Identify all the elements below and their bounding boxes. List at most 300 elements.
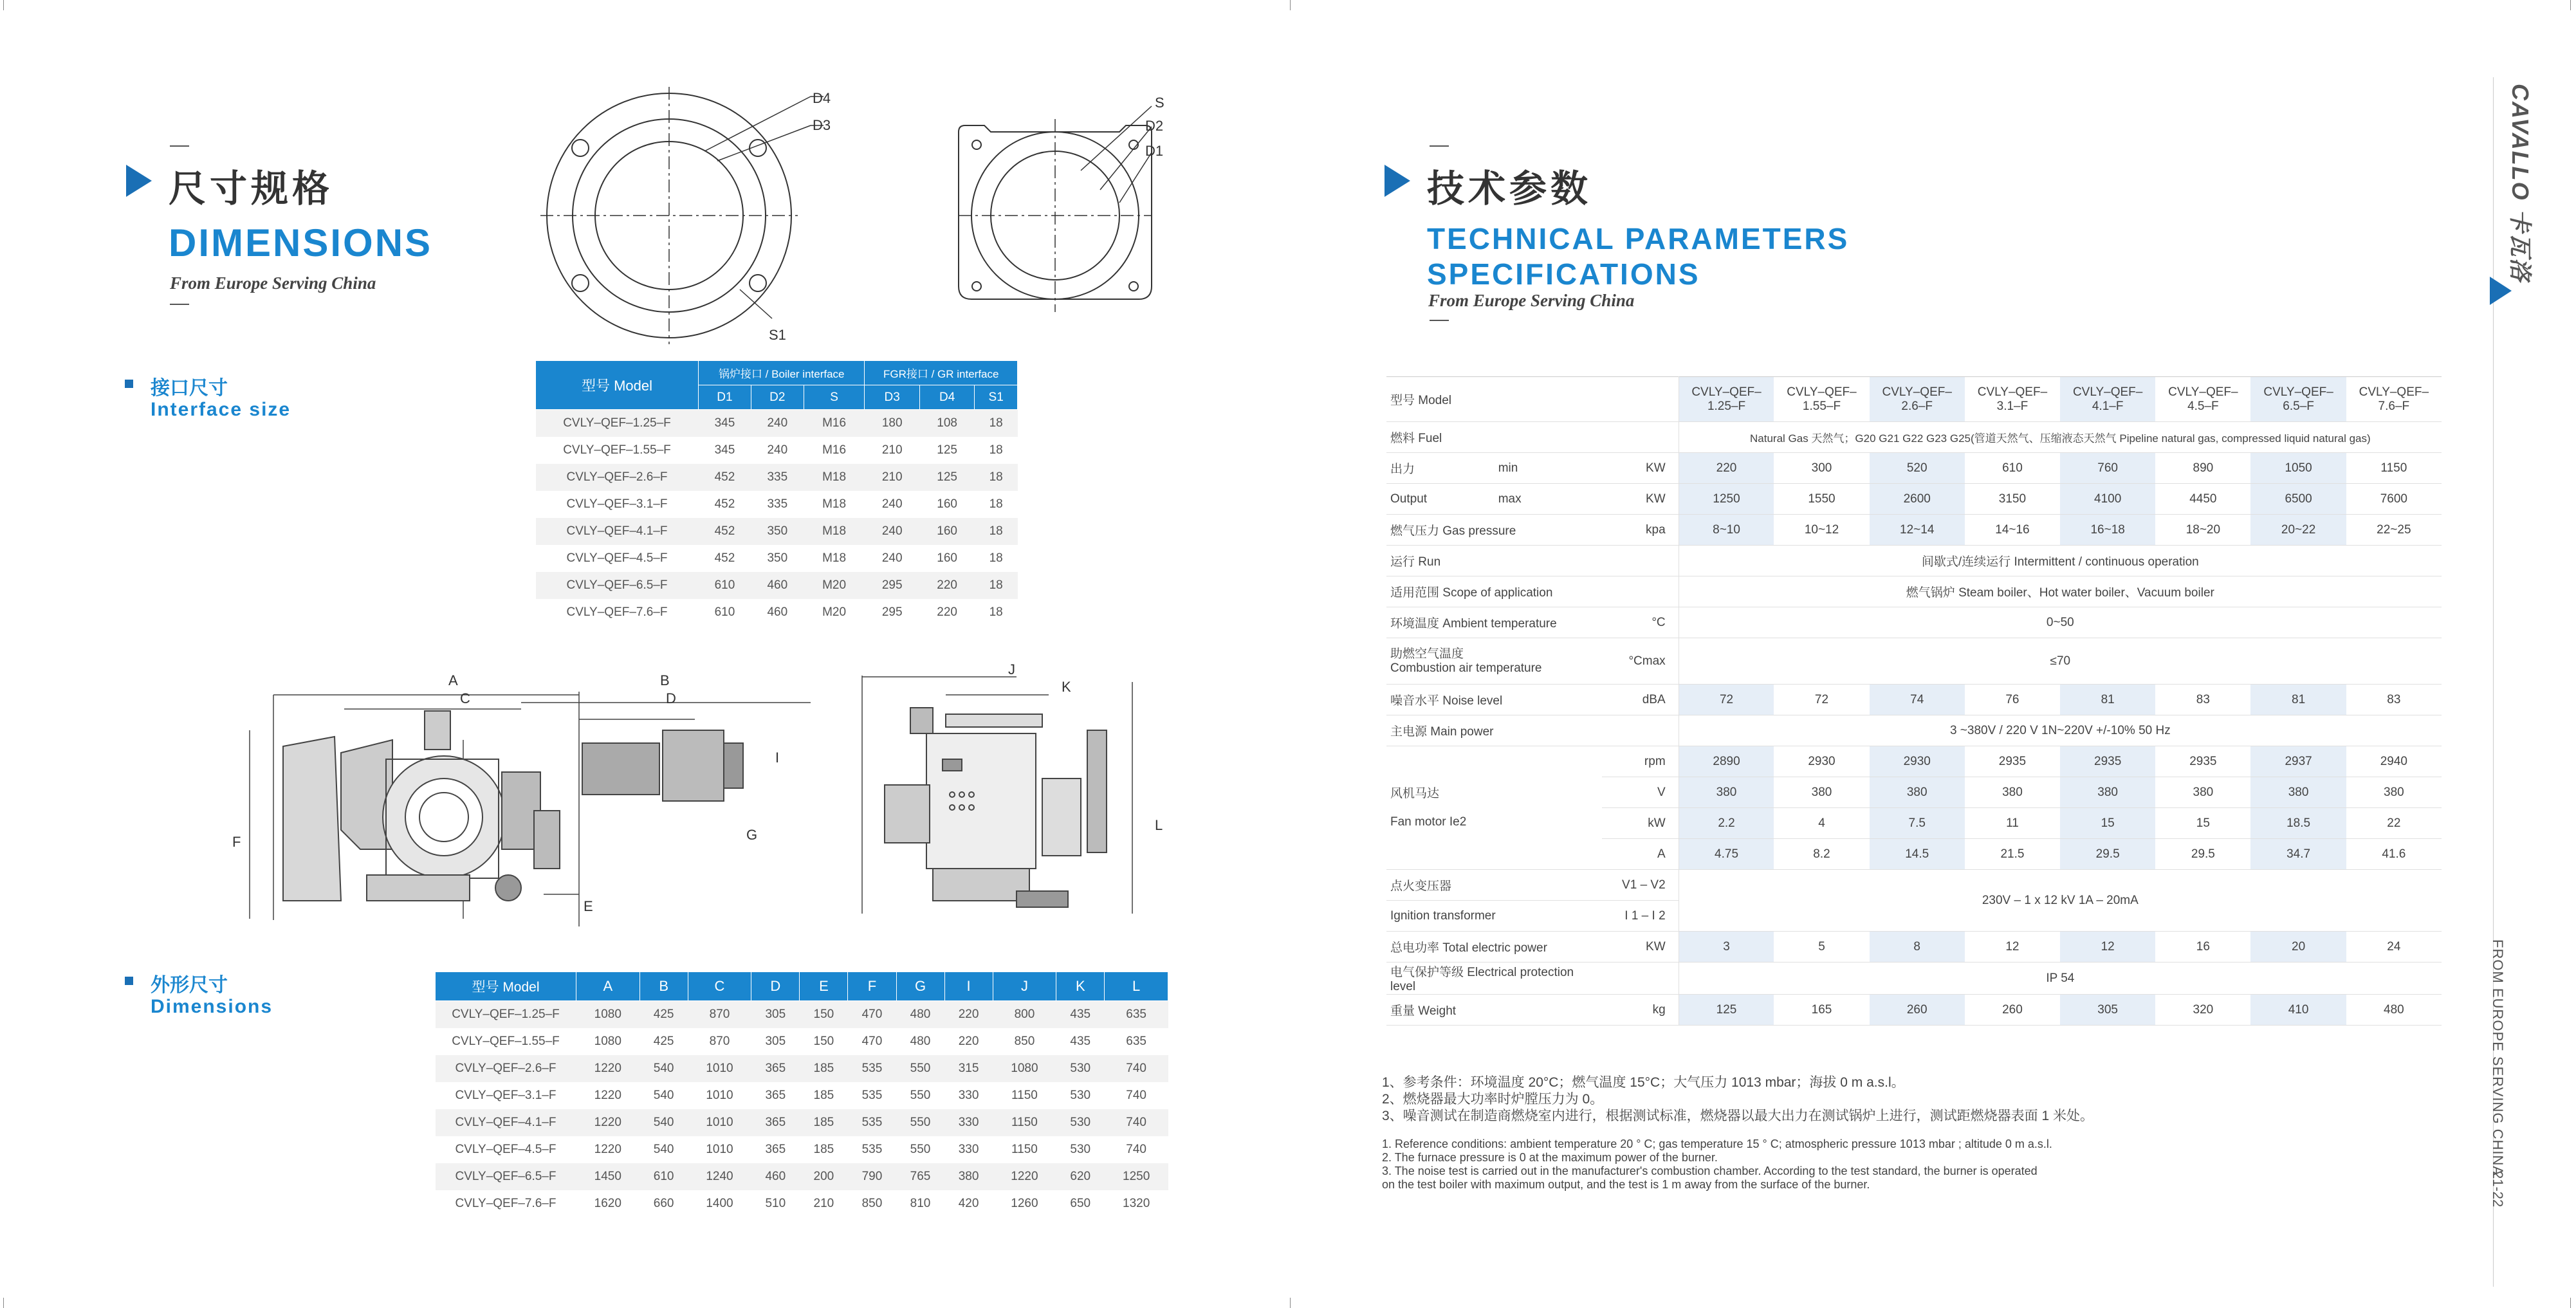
value-cell: 1080 bbox=[576, 1028, 640, 1055]
value-cell: 185 bbox=[800, 1055, 848, 1082]
value-cell: 425 bbox=[639, 1001, 688, 1028]
value-cell: Natural Gas 天然气；G20 G21 G22 G23 G25(管道天然气、压缩液态天然气 Pipeline natural gas, compressed liquid natural gas) bbox=[1679, 422, 2442, 453]
value-cell: 452 bbox=[699, 464, 751, 491]
table-row bbox=[1386, 422, 2442, 453]
value-cell: 1080 bbox=[576, 1001, 640, 1028]
value-cell: 185 bbox=[800, 1082, 848, 1109]
table-row bbox=[436, 1163, 1168, 1190]
table-row bbox=[436, 1109, 1168, 1136]
value-cell: 220 bbox=[919, 572, 974, 599]
value-cell: 83 bbox=[2155, 685, 2250, 715]
title-dash bbox=[170, 145, 189, 147]
dim-label-e: E bbox=[584, 898, 593, 914]
note-cn-2: 2、燃烧器最大功率时炉膛压力为 0。 bbox=[1382, 1092, 1604, 1107]
value-cell: 210 bbox=[865, 464, 919, 491]
value-cell: 1010 bbox=[688, 1055, 751, 1082]
table-row bbox=[1386, 638, 2442, 685]
crop-mark bbox=[2570, 1298, 2571, 1308]
value-cell: 3 bbox=[1679, 932, 1774, 963]
param-sublabel: min bbox=[1495, 453, 1602, 484]
table-row bbox=[436, 1082, 1168, 1109]
value-cell: 850 bbox=[848, 1190, 896, 1217]
notes-cn bbox=[1382, 1074, 2411, 1125]
param-label: 电气保护等级 Electrical protection level bbox=[1386, 963, 1602, 995]
model-header: 型号 Model bbox=[536, 361, 699, 410]
table-row bbox=[536, 464, 1018, 491]
value-cell: 1010 bbox=[688, 1109, 751, 1136]
param-label: Output bbox=[1386, 484, 1495, 515]
unit-cell: kW bbox=[1602, 808, 1679, 839]
value-cell: 1150 bbox=[993, 1136, 1056, 1163]
value-cell: 1220 bbox=[993, 1163, 1056, 1190]
model-cell: CVLY–QEF–4.1–F bbox=[436, 1109, 576, 1136]
table-row bbox=[1386, 995, 2442, 1026]
dim-label-d: D bbox=[666, 690, 676, 706]
value-cell: 240 bbox=[865, 491, 919, 518]
dim-label-l: L bbox=[1155, 817, 1163, 833]
value-cell: 220 bbox=[944, 1028, 993, 1055]
value-cell: 1220 bbox=[576, 1136, 640, 1163]
value-cell: 460 bbox=[751, 599, 804, 626]
dim-label-g: G bbox=[746, 827, 758, 843]
gr-interface-header: FGR接口 / GR interface bbox=[865, 361, 1018, 385]
model-header: CVLY–QEF– 3.1–F bbox=[1965, 377, 2060, 422]
value-cell: 550 bbox=[896, 1109, 944, 1136]
table-row bbox=[436, 1136, 1168, 1163]
param-label: 运行 Run bbox=[1386, 546, 1602, 576]
title-dash bbox=[1430, 145, 1449, 147]
notes-en bbox=[1382, 1138, 2411, 1192]
title-arrow-icon bbox=[126, 165, 152, 197]
value-cell: 18~20 bbox=[2155, 515, 2250, 546]
value-cell: 1220 bbox=[576, 1055, 640, 1082]
value-cell: 12 bbox=[1965, 932, 2060, 963]
value-cell: 535 bbox=[848, 1109, 896, 1136]
value-cell: 1320 bbox=[1105, 1190, 1168, 1217]
col-header: G bbox=[896, 972, 944, 1001]
value-cell: 15 bbox=[2155, 808, 2250, 839]
unit-cell: dBA bbox=[1602, 685, 1679, 715]
value-cell: 4.75 bbox=[1679, 839, 1774, 870]
value-cell: 380 bbox=[2346, 777, 2442, 808]
page-title-en: DIMENSIONS bbox=[169, 221, 433, 264]
unit-cell: kpa bbox=[1602, 515, 1679, 546]
label-d2: D2 bbox=[1145, 118, 1164, 134]
value-cell: 1050 bbox=[2250, 453, 2346, 484]
value-cell: 740 bbox=[1105, 1109, 1168, 1136]
value-cell: 240 bbox=[865, 518, 919, 545]
value-cell: 305 bbox=[2060, 995, 2155, 1026]
table-row bbox=[1386, 377, 2442, 422]
value-cell: 125 bbox=[919, 437, 974, 464]
param-label: 重量 Weight bbox=[1386, 995, 1602, 1026]
table-row bbox=[1386, 685, 2442, 715]
value-cell: 15 bbox=[2060, 808, 2155, 839]
value-cell: 240 bbox=[751, 410, 804, 437]
value-cell: 间歇式/连续运行 Intermittent / continuous operation bbox=[1679, 546, 2442, 576]
model-cell: CVLY–QEF–6.5–F bbox=[536, 572, 699, 599]
value-cell: 2.2 bbox=[1679, 808, 1774, 839]
unit-cell: kg bbox=[1602, 995, 1679, 1026]
value-cell: 21.5 bbox=[1965, 839, 2060, 870]
param-label: 出力 bbox=[1386, 453, 1495, 484]
value-cell: 610 bbox=[1965, 453, 2060, 484]
value-cell: 230V – 1 x 12 kV 1A – 20mA bbox=[1679, 870, 2442, 932]
table-row bbox=[1386, 576, 2442, 607]
col-header: K bbox=[1056, 972, 1105, 1001]
side-arrow-icon bbox=[2490, 277, 2512, 305]
param-label: 点火变压器 bbox=[1386, 870, 1602, 901]
value-cell: 11 bbox=[1965, 808, 2060, 839]
value-cell: 540 bbox=[639, 1082, 688, 1109]
flange-drawing-round bbox=[528, 84, 823, 354]
page-title-en-1: TECHNICAL PARAMETERS bbox=[1427, 222, 1850, 255]
value-cell: 1010 bbox=[688, 1136, 751, 1163]
value-cell: 18 bbox=[975, 599, 1018, 626]
title-arrow-icon bbox=[1385, 165, 1410, 197]
value-cell: 610 bbox=[639, 1163, 688, 1190]
value-cell: 305 bbox=[751, 1001, 800, 1028]
value-cell: 420 bbox=[944, 1190, 993, 1217]
value-cell: 18 bbox=[975, 437, 1018, 464]
value-cell: 330 bbox=[944, 1109, 993, 1136]
value-cell: 365 bbox=[751, 1082, 800, 1109]
table-row bbox=[1386, 715, 2442, 746]
value-cell: 8~10 bbox=[1679, 515, 1774, 546]
value-cell: 660 bbox=[639, 1190, 688, 1217]
value-cell: 452 bbox=[699, 518, 751, 545]
table-row bbox=[1386, 453, 2442, 484]
value-cell: 18 bbox=[975, 545, 1018, 572]
model-header: CVLY–QEF– 4.1–F bbox=[2060, 377, 2155, 422]
model-cell: CVLY–QEF–3.1–F bbox=[436, 1082, 576, 1109]
value-cell: 380 bbox=[1679, 777, 1774, 808]
value-cell: 2940 bbox=[2346, 746, 2442, 777]
value-cell: 470 bbox=[848, 1001, 896, 1028]
value-cell: 380 bbox=[2250, 777, 2346, 808]
table-row bbox=[436, 1001, 1168, 1028]
value-cell: 760 bbox=[2060, 453, 2155, 484]
value-cell: 365 bbox=[751, 1136, 800, 1163]
value-cell: 890 bbox=[2155, 453, 2250, 484]
unit-cell: °Cmax bbox=[1602, 638, 1679, 685]
param-label: 燃气压力 Gas pressure bbox=[1386, 515, 1602, 546]
value-cell: 4100 bbox=[2060, 484, 2155, 515]
value-cell: 1400 bbox=[688, 1190, 751, 1217]
table-row bbox=[1386, 515, 2442, 546]
value-cell: 210 bbox=[865, 437, 919, 464]
value-cell: 18 bbox=[975, 572, 1018, 599]
dim-label-k: K bbox=[1062, 679, 1071, 695]
label-s: S bbox=[1155, 95, 1164, 111]
value-cell: 210 bbox=[800, 1190, 848, 1217]
value-cell: 380 bbox=[944, 1163, 993, 1190]
value-cell: 470 bbox=[848, 1028, 896, 1055]
value-cell: 335 bbox=[751, 491, 804, 518]
value-cell: 480 bbox=[2346, 995, 2442, 1026]
col-header: C bbox=[688, 972, 751, 1001]
value-cell: M18 bbox=[804, 464, 865, 491]
value-cell: 185 bbox=[800, 1136, 848, 1163]
brand-logo: CAVALLO 卡瓦洛 bbox=[2507, 84, 2534, 282]
value-cell: 380 bbox=[2060, 777, 2155, 808]
interface-label-en: Interface size bbox=[151, 399, 291, 420]
param-label: 主电源 Main power bbox=[1386, 715, 1602, 746]
value-cell: 2930 bbox=[1774, 746, 1869, 777]
dimensions-table bbox=[435, 972, 1168, 1217]
table-row bbox=[536, 410, 1018, 437]
param-label: 总电功率 Total electric power bbox=[1386, 932, 1602, 963]
model-header: CVLY–QEF– 2.6–F bbox=[1870, 377, 1965, 422]
value-cell: 550 bbox=[896, 1082, 944, 1109]
label-d4: D4 bbox=[813, 90, 831, 106]
value-cell: 610 bbox=[699, 572, 751, 599]
value-cell: 10~12 bbox=[1774, 515, 1869, 546]
value-cell: 535 bbox=[848, 1136, 896, 1163]
crop-mark bbox=[1290, 0, 1291, 10]
value-cell: 8 bbox=[1870, 932, 1965, 963]
unit-cell bbox=[1602, 546, 1679, 576]
value-cell: 3150 bbox=[1965, 484, 2060, 515]
value-cell: 5 bbox=[1774, 932, 1869, 963]
value-cell: 83 bbox=[2346, 685, 2442, 715]
model-cell: CVLY–QEF–1.55–F bbox=[536, 437, 699, 464]
label-d1: D1 bbox=[1145, 143, 1164, 159]
value-cell: 1010 bbox=[688, 1082, 751, 1109]
value-cell: 550 bbox=[896, 1055, 944, 1082]
col-header: E bbox=[800, 972, 848, 1001]
value-cell: 150 bbox=[800, 1028, 848, 1055]
value-cell: 535 bbox=[848, 1082, 896, 1109]
value-cell: 535 bbox=[848, 1055, 896, 1082]
dim-label-b: B bbox=[660, 672, 670, 688]
value-cell: 0~50 bbox=[1679, 607, 2442, 638]
value-cell: 870 bbox=[688, 1028, 751, 1055]
model-cell: CVLY–QEF–1.25–F bbox=[536, 410, 699, 437]
crop-mark bbox=[3, 1298, 4, 1308]
value-cell: 305 bbox=[751, 1028, 800, 1055]
value-cell: 452 bbox=[699, 545, 751, 572]
model-header: CVLY–QEF– 6.5–F bbox=[2250, 377, 2346, 422]
value-cell: 240 bbox=[751, 437, 804, 464]
dimensions-label-en: Dimensions bbox=[151, 996, 273, 1017]
value-cell: M16 bbox=[804, 410, 865, 437]
model-cell: CVLY–QEF–6.5–F bbox=[436, 1163, 576, 1190]
value-cell: 765 bbox=[896, 1163, 944, 1190]
value-cell: 315 bbox=[944, 1055, 993, 1082]
value-cell: 125 bbox=[1679, 995, 1774, 1026]
value-cell: 20~22 bbox=[2250, 515, 2346, 546]
model-cell: CVLY–QEF–1.25–F bbox=[436, 1001, 576, 1028]
param-label-en: Fan motor Ie2 bbox=[1390, 815, 1467, 829]
col-header: A bbox=[576, 972, 640, 1001]
value-cell: 460 bbox=[751, 1163, 800, 1190]
value-cell: 200 bbox=[800, 1163, 848, 1190]
value-cell: 320 bbox=[2155, 995, 2250, 1026]
model-cell: CVLY–QEF–1.55–F bbox=[436, 1028, 576, 1055]
value-cell: 燃气锅炉 Steam boiler、Hot water boiler、Vacuum boiler bbox=[1679, 576, 2442, 607]
value-cell: 180 bbox=[865, 410, 919, 437]
model-cell: CVLY–QEF–2.6–F bbox=[436, 1055, 576, 1082]
dim-label-a: A bbox=[448, 672, 458, 688]
value-cell: 650 bbox=[1056, 1190, 1105, 1217]
value-cell: 480 bbox=[896, 1028, 944, 1055]
col-header: S bbox=[804, 385, 865, 410]
col-header: D3 bbox=[865, 385, 919, 410]
page-subtitle: From Europe Serving China bbox=[1428, 291, 1635, 310]
param-label bbox=[1386, 746, 1602, 870]
value-cell: 380 bbox=[2155, 777, 2250, 808]
page-title-cn: 技术参数 bbox=[1427, 168, 1592, 210]
value-cell: 790 bbox=[848, 1163, 896, 1190]
value-cell: 6500 bbox=[2250, 484, 2346, 515]
value-cell: 1150 bbox=[993, 1082, 1056, 1109]
value-cell: 20 bbox=[2250, 932, 2346, 963]
model-cell: CVLY–QEF–7.6–F bbox=[436, 1190, 576, 1217]
value-cell: 810 bbox=[896, 1190, 944, 1217]
value-cell: 850 bbox=[993, 1028, 1056, 1055]
table-row bbox=[536, 572, 1018, 599]
note-cn-1: 1、参考条件：环境温度 20°C；燃气温度 15°C；大气压力 1013 mbar；海拔 0 m a.s.l。 bbox=[1382, 1075, 1905, 1090]
value-cell: 540 bbox=[639, 1109, 688, 1136]
value-cell: 530 bbox=[1056, 1055, 1105, 1082]
unit-cell bbox=[1602, 377, 1679, 422]
value-cell: 22~25 bbox=[2346, 515, 2442, 546]
value-cell: 530 bbox=[1056, 1109, 1105, 1136]
value-cell: 29.5 bbox=[2060, 839, 2155, 870]
model-cell: CVLY–QEF–4.1–F bbox=[536, 518, 699, 545]
value-cell: M18 bbox=[804, 545, 865, 572]
value-cell: 14~16 bbox=[1965, 515, 2060, 546]
value-cell: 81 bbox=[2250, 685, 2346, 715]
value-cell: 365 bbox=[751, 1109, 800, 1136]
value-cell: 1150 bbox=[993, 1109, 1056, 1136]
value-cell: 3 ~380V / 220 V 1N~220V +/-10% 50 Hz bbox=[1679, 715, 2442, 746]
note-en-1: 1. Reference conditions: ambient temperature 20 ° C; gas temperature 15 ° C; atmospheric pressure 1013 mbar ; altitude 0 m a.s.l. bbox=[1382, 1138, 2052, 1150]
value-cell: 16~18 bbox=[2060, 515, 2155, 546]
value-cell: 76 bbox=[1965, 685, 2060, 715]
value-cell: 740 bbox=[1105, 1082, 1168, 1109]
value-cell: 74 bbox=[1870, 685, 1965, 715]
value-cell: 260 bbox=[1870, 995, 1965, 1026]
value-cell: 410 bbox=[2250, 995, 2346, 1026]
value-cell: 345 bbox=[699, 437, 751, 464]
value-cell: 22 bbox=[2346, 808, 2442, 839]
note-cn-3: 3、噪音测试在制造商燃烧室内进行，根据测试标准，燃烧器以最大出力在测试锅炉上进行，测试距燃烧器表面 1 米处。 bbox=[1382, 1109, 2094, 1123]
title-dash bbox=[170, 304, 189, 305]
value-cell: 870 bbox=[688, 1001, 751, 1028]
value-cell: 380 bbox=[1870, 777, 1965, 808]
value-cell: 350 bbox=[751, 545, 804, 572]
value-cell: 740 bbox=[1105, 1136, 1168, 1163]
value-cell: M20 bbox=[804, 572, 865, 599]
table-row bbox=[1386, 963, 2442, 995]
model-header: CVLY–QEF– 1.25–F bbox=[1679, 377, 1774, 422]
model-header: CVLY–QEF– 1.55–F bbox=[1774, 377, 1869, 422]
col-header: F bbox=[848, 972, 896, 1001]
value-cell: 345 bbox=[699, 410, 751, 437]
value-cell: M16 bbox=[804, 437, 865, 464]
value-cell: 160 bbox=[919, 491, 974, 518]
value-cell: 540 bbox=[639, 1055, 688, 1082]
value-cell: 330 bbox=[944, 1082, 993, 1109]
value-cell: 14.5 bbox=[1870, 839, 1965, 870]
value-cell: 2935 bbox=[2060, 746, 2155, 777]
table-row bbox=[436, 1190, 1168, 1217]
value-cell: 2935 bbox=[1965, 746, 2060, 777]
col-header: L bbox=[1105, 972, 1168, 1001]
param-label: Ignition transformer bbox=[1386, 901, 1602, 932]
value-cell: 12 bbox=[2060, 932, 2155, 963]
param-label: 适用范围 Scope of application bbox=[1386, 576, 1602, 607]
value-cell: 425 bbox=[639, 1028, 688, 1055]
page-number: 21-22 bbox=[2490, 1171, 2506, 1208]
col-header: D bbox=[751, 972, 800, 1001]
crop-mark bbox=[2570, 0, 2571, 10]
value-cell: 530 bbox=[1056, 1136, 1105, 1163]
model-header: CVLY–QEF– 7.6–F bbox=[2346, 377, 2442, 422]
interface-label-cn: 接口尺寸 bbox=[151, 378, 228, 399]
bullet-icon bbox=[125, 380, 133, 388]
value-cell: 7.5 bbox=[1870, 808, 1965, 839]
page-title-en-2: SPECIFICATIONS bbox=[1427, 257, 1700, 291]
page-subtitle: From Europe Serving China bbox=[170, 273, 376, 293]
table-row bbox=[436, 1028, 1168, 1055]
unit-cell: KW bbox=[1602, 484, 1679, 515]
value-cell: 150 bbox=[800, 1001, 848, 1028]
table-row bbox=[1386, 484, 2442, 515]
value-cell: M18 bbox=[804, 491, 865, 518]
table-row bbox=[436, 1055, 1168, 1082]
table-row bbox=[1386, 870, 2442, 901]
table-row bbox=[536, 599, 1018, 626]
value-cell: 18.5 bbox=[2250, 808, 2346, 839]
col-header: B bbox=[639, 972, 688, 1001]
col-header: D2 bbox=[751, 385, 804, 410]
value-cell: 125 bbox=[919, 464, 974, 491]
unit-cell bbox=[1602, 715, 1679, 746]
value-cell: 220 bbox=[1679, 453, 1774, 484]
value-cell: 108 bbox=[919, 410, 974, 437]
table-row bbox=[536, 437, 1018, 464]
value-cell: IP 54 bbox=[1679, 963, 2442, 995]
dim-label-f: F bbox=[232, 834, 241, 850]
value-cell: 260 bbox=[1965, 995, 2060, 1026]
value-cell: 1620 bbox=[576, 1190, 640, 1217]
value-cell: 335 bbox=[751, 464, 804, 491]
unit-cell: A bbox=[1602, 839, 1679, 870]
crop-mark bbox=[1290, 1298, 1291, 1308]
value-cell: 330 bbox=[944, 1136, 993, 1163]
value-cell: 1150 bbox=[2346, 453, 2442, 484]
value-cell: 295 bbox=[865, 572, 919, 599]
value-cell: 300 bbox=[1774, 453, 1869, 484]
value-cell: 365 bbox=[751, 1055, 800, 1082]
value-cell: 530 bbox=[1056, 1082, 1105, 1109]
value-cell: 1250 bbox=[1105, 1163, 1168, 1190]
value-cell: 610 bbox=[699, 599, 751, 626]
param-label: 燃料 Fuel bbox=[1386, 422, 1602, 453]
value-cell: 24 bbox=[2346, 932, 2442, 963]
value-cell: 380 bbox=[1965, 777, 2060, 808]
value-cell: 72 bbox=[1679, 685, 1774, 715]
param-label: 型号 Model bbox=[1386, 377, 1602, 422]
param-label: 噪音水平 Noise level bbox=[1386, 685, 1602, 715]
value-cell: 160 bbox=[919, 545, 974, 572]
value-cell: 510 bbox=[751, 1190, 800, 1217]
value-cell: 2890 bbox=[1679, 746, 1774, 777]
label-s1: S1 bbox=[769, 327, 786, 343]
